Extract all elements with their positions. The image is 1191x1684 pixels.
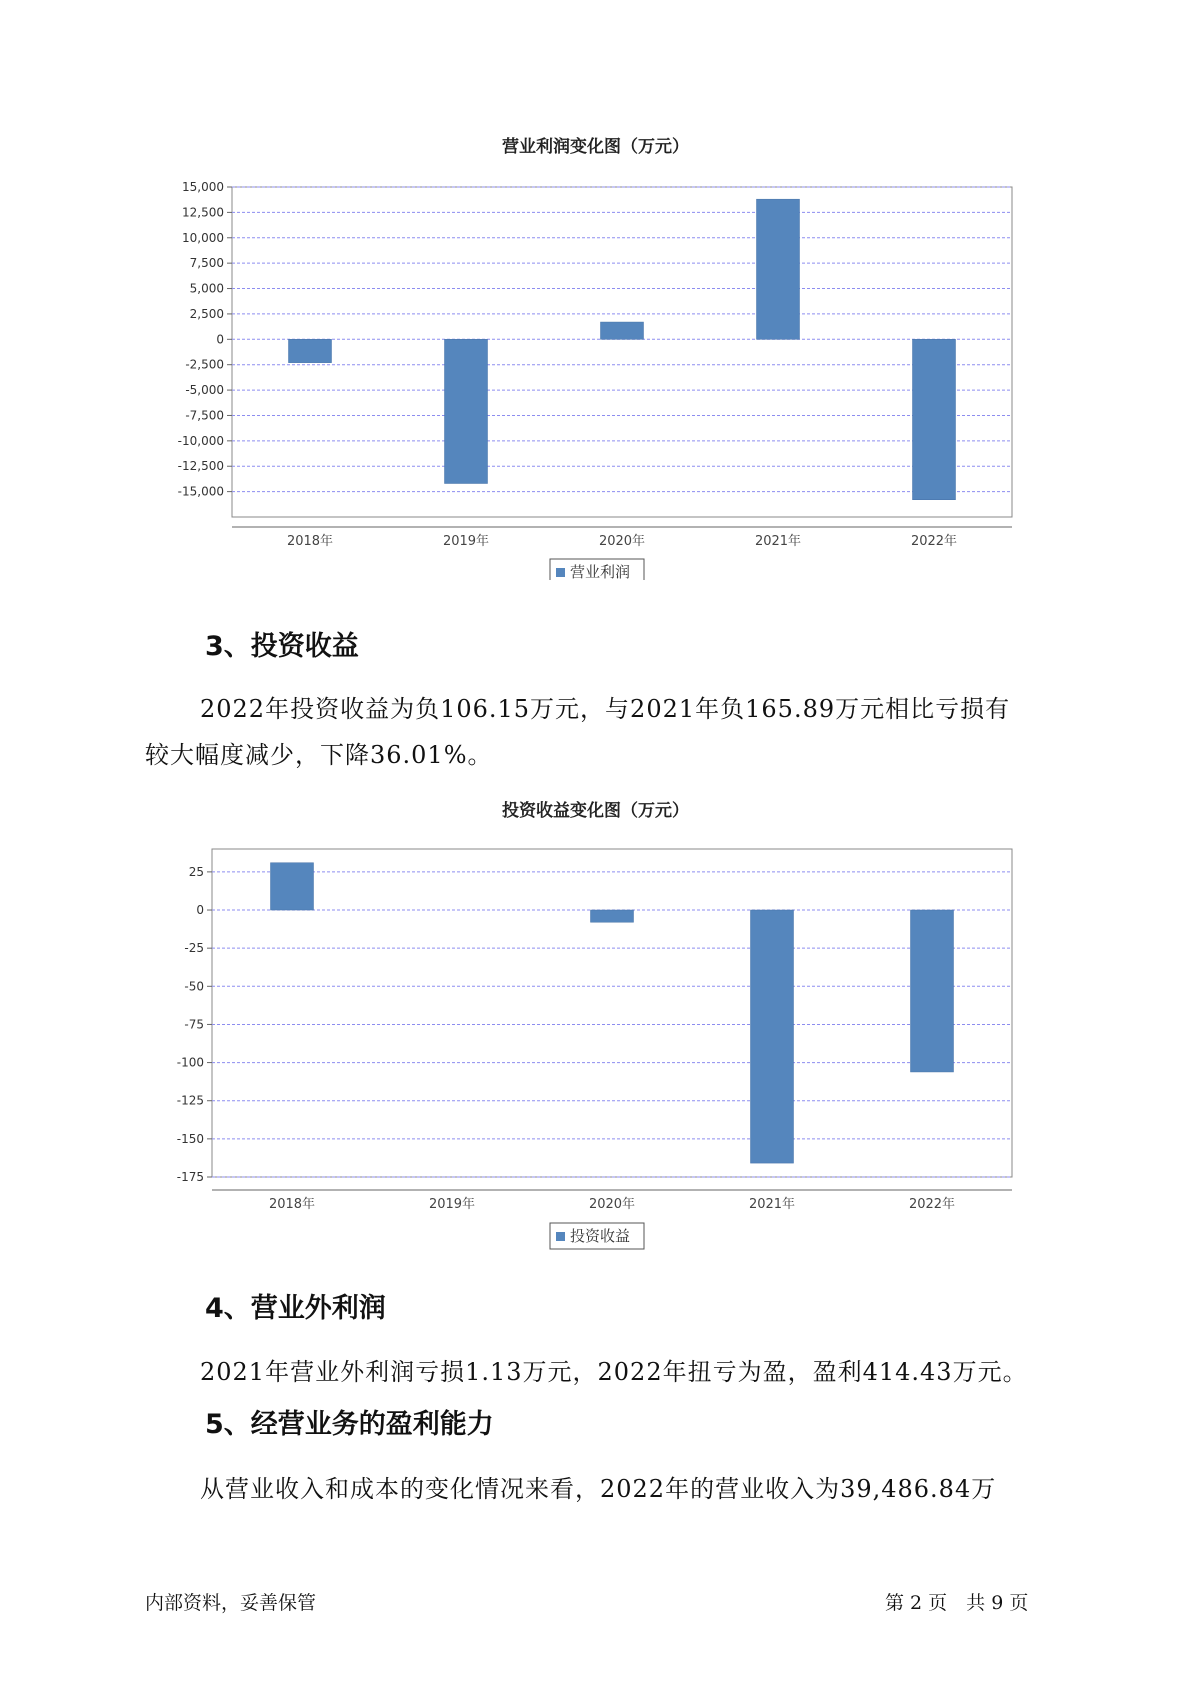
legend-label: 投资收益	[570, 1227, 631, 1245]
section4-heading: 4、营业外利润	[205, 1293, 386, 1324]
x-tick-label: 2018年	[286, 534, 334, 549]
x-tick-label: 2019年	[442, 534, 490, 549]
x-tick-label: 2019年	[428, 1197, 476, 1212]
chart2-title: 投资收益变化图（万元）	[502, 801, 689, 821]
legend-swatch	[556, 568, 565, 577]
x-tick-label: 2020年	[598, 534, 646, 549]
y-tick-label: -50	[184, 979, 204, 994]
y-tick-label: -175	[176, 1170, 204, 1184]
y-tick-label: 10,000	[182, 230, 224, 245]
y-tick-label: -12,500	[177, 459, 224, 474]
y-tick-label: -15,000	[177, 484, 224, 499]
operating-profit-chart	[0, 160, 1191, 580]
legend-swatch	[556, 1232, 565, 1241]
section5-para: 从营业收入和成本的变化情况来看，2022年的营业收入为39,486.84万	[200, 1475, 997, 1503]
chart1-title: 营业利润变化图（万元）	[502, 137, 689, 157]
y-tick-label: -25	[184, 941, 204, 956]
y-tick-label: -75	[184, 1017, 204, 1032]
section3-heading: 3、投资收益	[205, 631, 359, 662]
y-tick-label: 12,500	[182, 205, 224, 220]
x-tick-label: 2021年	[754, 534, 802, 549]
bar-2022年	[913, 339, 956, 499]
bar-2021年	[751, 910, 794, 1163]
y-tick-label: 0	[196, 903, 204, 918]
y-tick-label: -2,500	[185, 357, 224, 372]
bar-2018年	[289, 339, 332, 362]
legend-label: 营业利润	[570, 563, 631, 580]
x-tick-label: 2022年	[908, 1197, 956, 1212]
y-tick-label: 25	[188, 864, 204, 879]
section4-para: 2021年营业外利润亏损1.13万元，2022年扭亏为盈，盈利414.43万元。	[200, 1358, 1028, 1386]
x-tick-label: 2020年	[588, 1197, 636, 1212]
y-tick-label: 2,500	[189, 306, 224, 321]
bar-2020年	[601, 322, 644, 339]
y-tick-label: 7,500	[189, 256, 224, 271]
x-tick-label: 2022年	[910, 534, 958, 549]
y-tick-label: 0	[216, 332, 224, 347]
y-tick-label: -5,000	[185, 383, 224, 398]
bar-2018年	[271, 863, 314, 910]
investment-income-chart	[0, 820, 1191, 1250]
section3-para-line1: 2022年投资收益为负106.15万元，与2021年负165.89万元相比亏损有	[200, 695, 1011, 723]
y-tick-label: -7,500	[185, 408, 224, 423]
bar-2021年	[757, 199, 800, 339]
plot-area	[232, 187, 1012, 517]
bar-2020年	[591, 910, 634, 922]
y-tick-label: -10,000	[177, 433, 224, 448]
page-number: 第 2 页 共 9 页	[885, 1592, 1029, 1614]
section5-heading: 5、经营业务的盈利能力	[205, 1409, 494, 1440]
bar-2022年	[911, 910, 954, 1072]
footer-left: 内部资料，妥善保管	[145, 1592, 317, 1614]
y-tick-label: 15,000	[182, 180, 224, 194]
y-tick-label: -100	[176, 1055, 204, 1070]
y-tick-label: 5,000	[189, 281, 224, 296]
y-tick-label: -150	[176, 1131, 204, 1146]
x-tick-label: 2018年	[268, 1197, 316, 1212]
section3-para-line2: 较大幅度减少，下降36.01%。	[145, 741, 493, 769]
y-tick-label: -125	[176, 1093, 204, 1108]
x-tick-label: 2021年	[748, 1197, 796, 1212]
plot-area	[212, 849, 1012, 1177]
bar-2019年	[445, 339, 488, 483]
